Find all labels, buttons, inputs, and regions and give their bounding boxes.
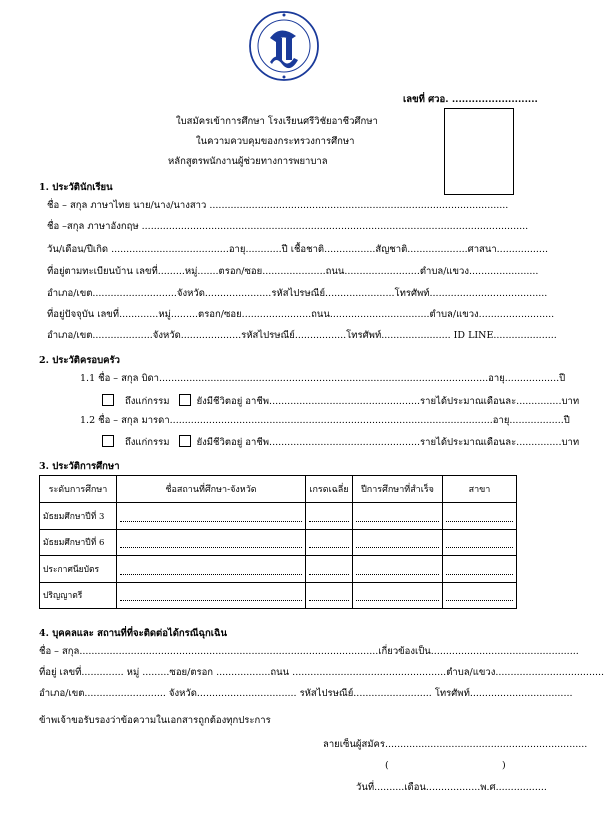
cell-major[interactable] (443, 529, 517, 555)
cell-year[interactable] (353, 582, 443, 608)
table-row (40, 503, 517, 529)
father-alive-checkbox[interactable] (179, 394, 191, 406)
field-father-name[interactable]: 1.1 ชื่อ – สกุล บิดา.............................................................................................................อายุ..................ปี (80, 373, 566, 384)
row-level-label: มัธยมศึกษาปีที่ 3 (40, 503, 117, 529)
father-alive-label[interactable]: ยังมีชีวิตอยู่ อาชีพ..................................................รายได้ประมาณเดือนละ...............บาท (196, 396, 580, 407)
title-line-3: หลักสูตรพนักงานผู้ช่วยทางการพยาบาล (168, 156, 328, 167)
header-gpa: เกรดเฉลี่ย (306, 476, 353, 503)
field-current-address[interactable]: ที่อยู่ปัจจุบัน เลขที่.............หมู่.........ตรอก/ซอย.......................ถนน.................................ตำบล/แขวง......................... (47, 309, 555, 320)
reference-dots: .......................... (451, 94, 538, 105)
field-birth-info[interactable]: วัน/เดือน/ปีเกิด .......................................อายุ............ปี เชื้อชาติ.................สัญชาติ....................ศาสนา................. (47, 244, 548, 255)
title-line-1: ใบสมัครเข้าการศึกษา โรงเรียนศรีวิชัยอาชีวศึกษา (176, 116, 378, 127)
field-emergency-address[interactable]: ที่อยู่ เลขที่.............. หมู่ .........ซอย/ตรอก ..................ถนน ...................................................ตำบล/แขวง.................................... (39, 667, 604, 678)
field-current-address-2[interactable]: อำเภอ/เขต....................จังหวัด....................รหัสไปรษณีย์.................โทรศัพท์....................... ID LINE..................... (47, 330, 557, 341)
section-3-title: 3. ประวัติการศึกษา (39, 461, 120, 472)
table-row (40, 582, 517, 608)
cell-year[interactable] (353, 529, 443, 555)
cell-gpa[interactable] (306, 529, 353, 555)
header-year: ปีการศึกษาที่สำเร็จ (353, 476, 443, 503)
cell-major[interactable] (443, 556, 517, 582)
signature-paren-close: ) (502, 760, 506, 771)
logo-seal-icon (248, 10, 320, 82)
title-line-2: ในความควบคุมของกระทรวงการศึกษา (196, 136, 355, 147)
father-status-row (102, 394, 579, 408)
section-4-title: 4. บุคคลและ สถานที่ที่จะติดต่อได้กรณีฉุกเฉิน (39, 628, 227, 639)
header-school: ชื่อสถานที่ศึกษา-จังหวัด (117, 476, 306, 503)
field-registered-address[interactable]: ที่อยู่ตามทะเบียนบ้าน เลขที่.........หมู่.......ตรอก/ซอย.....................ถนน.........................ตำบล/แขวง....................... (47, 266, 539, 277)
header-level: ระดับการศึกษา (40, 476, 117, 503)
header-major: สาขา (443, 476, 517, 503)
signature-paren-open: ( (385, 760, 389, 771)
cell-major[interactable] (443, 503, 517, 529)
education-table (39, 475, 517, 609)
row-level-label: ปริญญาตรี (40, 582, 117, 608)
photo-box (444, 108, 514, 195)
mother-deceased-checkbox[interactable] (102, 435, 114, 447)
field-emergency-address-2[interactable]: อำเภอ/เขต........................... จังหวัด................................. รหัสไปรษณีย์.......................... โทรศัพท์.................................. (39, 688, 573, 699)
cell-school[interactable] (117, 556, 306, 582)
mother-status-row (102, 435, 579, 449)
reference-number (403, 94, 538, 106)
mother-deceased-label: ถึงแก่กรรม (125, 437, 170, 448)
cell-gpa[interactable] (306, 582, 353, 608)
education-header-row (40, 476, 517, 503)
certification-text: ข้าพเจ้าขอรับรองว่าข้อความในเอกสารถูกต้องทุกประการ (39, 715, 271, 726)
father-deceased-label: ถึงแก่กรรม (125, 396, 170, 407)
signature-line[interactable]: ลายเซ็นผู้สมัคร................................................................... (323, 739, 588, 750)
cell-gpa[interactable] (306, 503, 353, 529)
cell-major[interactable] (443, 582, 517, 608)
cell-gpa[interactable] (306, 556, 353, 582)
mother-alive-checkbox[interactable] (179, 435, 191, 447)
field-emergency-name[interactable]: ชื่อ – สกุล...................................................................................................เกี่ยวข้องเป็น................................................. (39, 646, 579, 657)
school-logo (248, 10, 320, 82)
cell-school[interactable] (117, 529, 306, 555)
field-name-english[interactable]: ชื่อ –สกุล ภาษาอังกฤษ ................................................................................................................................ (47, 221, 529, 232)
section-1-title: 1. ประวัตินักเรียน (39, 182, 113, 193)
cell-year[interactable] (353, 556, 443, 582)
row-level-label: มัธยมศึกษาปีที่ 6 (40, 529, 117, 555)
cell-school[interactable] (117, 503, 306, 529)
date-line[interactable]: วันที่..........เดือน..................พ.ศ................. (356, 782, 547, 793)
section-2-title: 2. ประวัติครอบครัว (39, 355, 120, 366)
father-deceased-checkbox[interactable] (102, 394, 114, 406)
table-row (40, 556, 517, 582)
cell-year[interactable] (353, 503, 443, 529)
cell-school[interactable] (117, 582, 306, 608)
mother-alive-label[interactable]: ยังมีชีวิตอยู่ อาชีพ..................................................รายได้ประมาณเดือนละ...............บาท (196, 437, 580, 448)
table-row (40, 529, 517, 555)
field-name-thai[interactable]: ชื่อ – สกุล ภาษาไทย นาย/นาง/นางสาว ................................................................................................... (47, 200, 509, 211)
reference-label: เลขที่ ศวอ. (403, 94, 449, 105)
field-registered-address-2[interactable]: อำเภอ/เขต............................จังหวัด......................รหัสไปรษณีย์.......................โทรศัพท์....................................... (47, 288, 548, 299)
field-mother-name[interactable]: 1.2 ชื่อ – สกุล มารดา...........................................................................................................อายุ..................ปี (80, 415, 570, 426)
row-level-label: ประกาศนียบัตร (40, 556, 117, 582)
